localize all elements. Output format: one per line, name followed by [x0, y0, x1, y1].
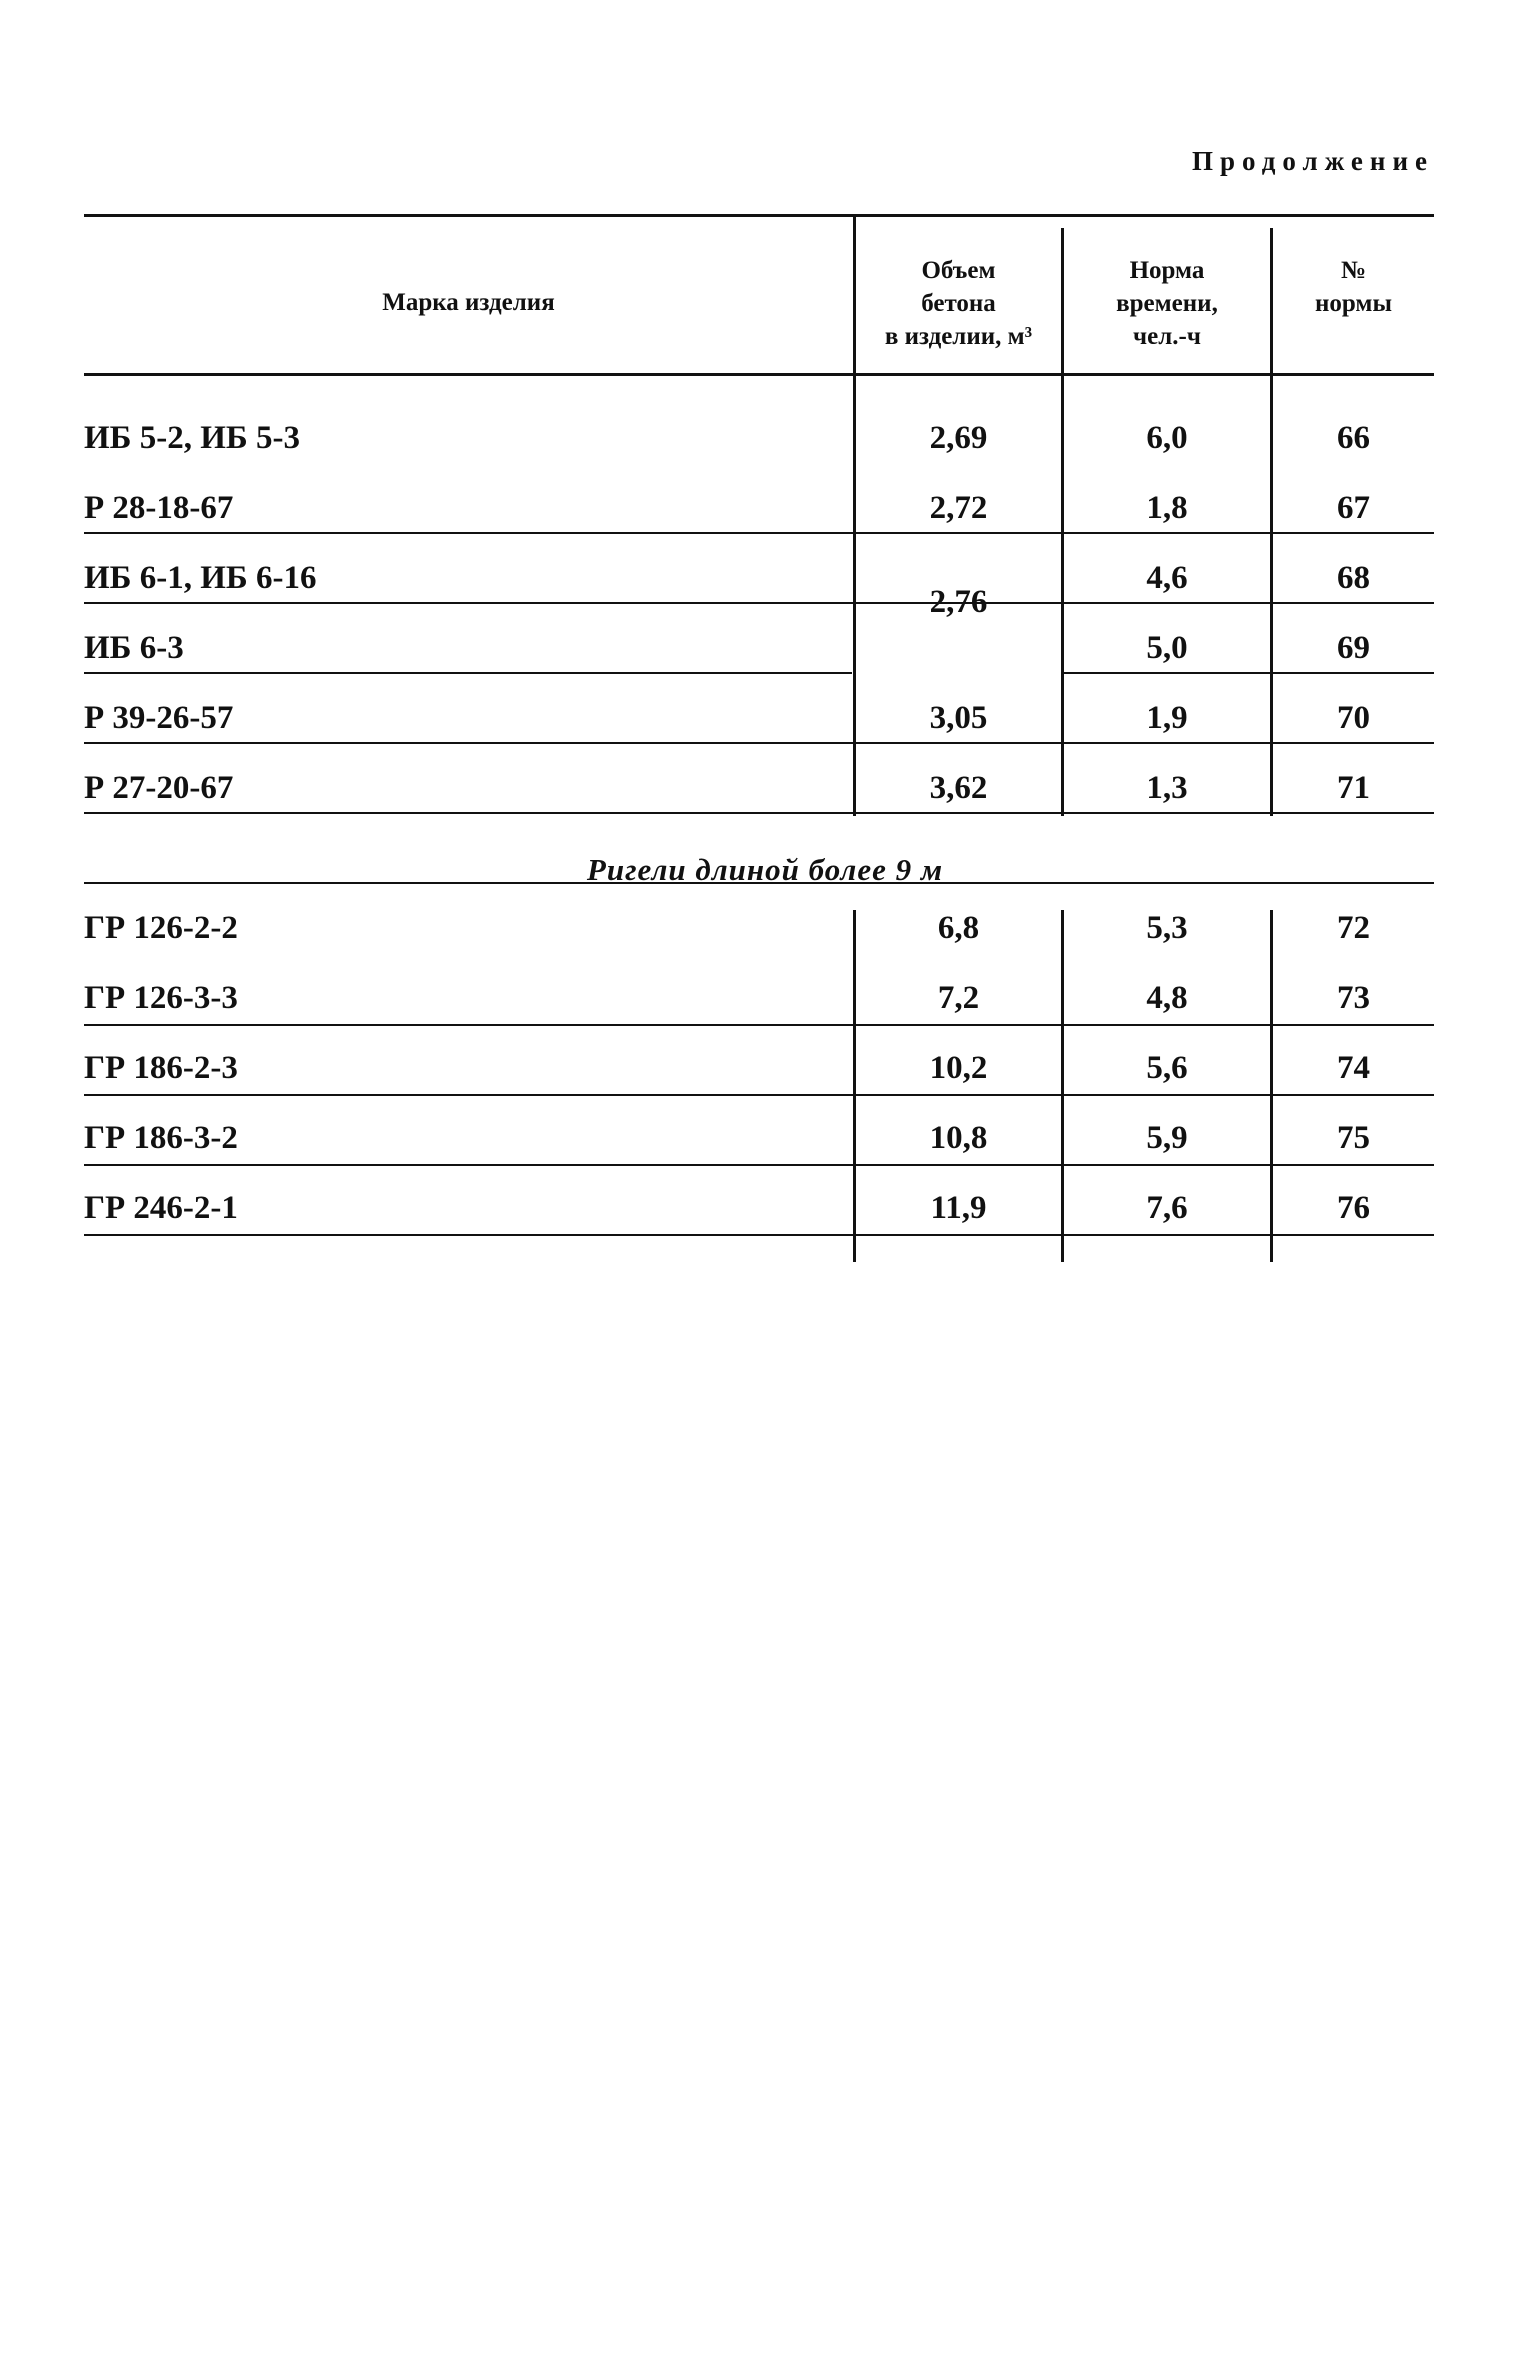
cell-no: 73: [1337, 980, 1370, 1016]
row-rule: [84, 1164, 1434, 1166]
cell-mark: ГР 186-2-3: [84, 1050, 238, 1086]
header-volume: Объем бетона в изделии, м³: [884, 257, 1033, 350]
cell-no: 71: [1337, 770, 1370, 806]
cell-no: 75: [1337, 1120, 1370, 1156]
cell-volume: 3,05: [929, 700, 988, 736]
cell-no: 66: [1337, 420, 1370, 456]
header-bottom-rule: [84, 373, 1434, 376]
cell-volume: 2,69: [929, 420, 988, 456]
row-rule: [84, 812, 1434, 814]
cell-mark: ГР 246-2-1: [84, 1190, 238, 1226]
cell-mark: Р 27-20-67: [84, 770, 234, 806]
header-mark: Марка изделия: [382, 289, 555, 316]
cell-time: 5,3: [1146, 910, 1188, 946]
cell-mark: Р 39-26-57: [84, 700, 234, 736]
cell-no: 67: [1337, 490, 1370, 526]
row-rule: [84, 1234, 1434, 1236]
cell-no: 70: [1337, 700, 1370, 736]
cell-mark: Р 28-18-67: [84, 490, 234, 526]
cell-time: 5,9: [1146, 1120, 1188, 1156]
cell-volume: 2,72: [929, 490, 988, 526]
cell-time: 5,0: [1146, 630, 1188, 666]
row-rule: [1063, 672, 1434, 674]
cell-volume: 10,8: [929, 1120, 988, 1156]
cell-time: 6,0: [1146, 420, 1188, 456]
cell-time: 1,8: [1146, 490, 1188, 526]
cell-mark: ИБ 5-2, ИБ 5-3: [84, 420, 300, 456]
section-title: Ригели длиной более 9 м: [586, 852, 944, 887]
row-rule: [84, 672, 852, 674]
cell-time: 4,8: [1146, 980, 1188, 1016]
cell-time: 1,9: [1146, 700, 1188, 736]
cell-volume: 10,2: [929, 1050, 988, 1086]
cell-volume: 2,76: [929, 584, 988, 620]
row-rule: [84, 532, 1434, 534]
cell-no: 69: [1337, 630, 1370, 666]
cell-no: 68: [1337, 560, 1370, 596]
cell-time: 7,6: [1146, 1190, 1188, 1226]
table-top-rule: [84, 214, 1434, 217]
cell-time: 4,6: [1146, 560, 1188, 596]
row-rule: [84, 1024, 1434, 1026]
cell-volume: 7,2: [937, 980, 980, 1016]
header-norm-time: Норма времени, чел.-ч: [1116, 257, 1218, 350]
cell-volume: 3,62: [929, 770, 988, 806]
cell-mark: ИБ 6-3: [84, 630, 184, 666]
cell-time: 1,3: [1146, 770, 1188, 806]
continuation-label: Продолжение: [1192, 146, 1434, 176]
cell-no: 74: [1337, 1050, 1370, 1086]
header-norm-no: № нормы: [1315, 257, 1392, 317]
cell-no: 72: [1337, 910, 1370, 946]
row-rule: [84, 602, 1434, 604]
row-rule: [84, 742, 1434, 744]
cell-mark: ГР 186-3-2: [84, 1120, 238, 1156]
cell-volume: 11,9: [930, 1190, 987, 1226]
cell-mark: ГР 126-3-3: [84, 980, 238, 1016]
cell-mark: ГР 126-2-2: [84, 910, 238, 946]
cell-volume: 6,8: [937, 910, 980, 946]
cell-time: 5,6: [1146, 1050, 1188, 1086]
cell-mark: ИБ 6-1, ИБ 6-16: [84, 560, 317, 596]
cell-no: 76: [1337, 1190, 1370, 1226]
row-rule: [84, 1094, 1434, 1096]
